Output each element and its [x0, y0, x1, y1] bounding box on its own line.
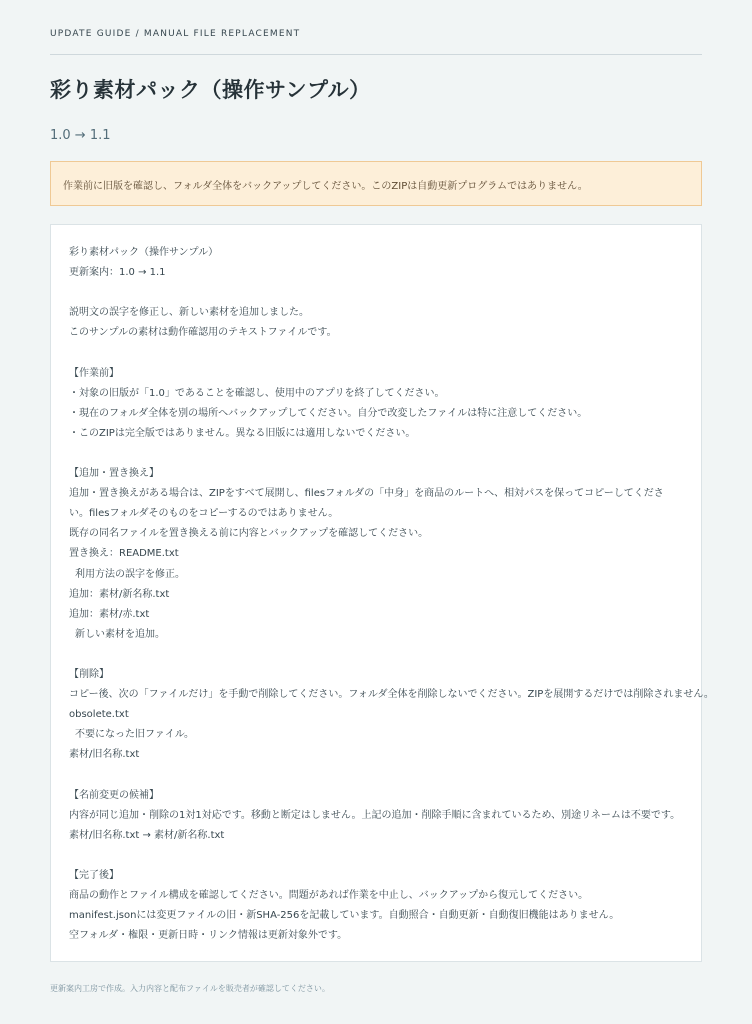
content-line: 追加・置き換えがある場合は、ZIPをすべて展開し、filesフォルダの「中身」を商品のルートへ、相対パスを保ってコピーしてください。filesフォルダそのものをコピーするのではありません。 — [69, 488, 664, 520]
blank-line — [69, 846, 683, 866]
blank-line — [69, 343, 683, 363]
content-line: 追加：素材/赤.txt — [69, 608, 150, 620]
content-line: 空フォルダ・権限・更新日時・リンク情報は更新対象外です。 — [69, 930, 348, 942]
content-line: 追加：素材/新名称.txt — [69, 588, 170, 600]
blank-line — [69, 444, 683, 464]
content-line: 素材/旧名称.txt — [69, 749, 140, 761]
content-line: 【作業前】 — [69, 367, 119, 379]
content-line: 更新案内：1.0 → 1.1 — [69, 267, 166, 279]
content-line: ・対象の旧版が「1.0」であることを確認し、使用中のアプリを終了してください。 — [69, 387, 445, 399]
header-divider — [50, 54, 702, 55]
content-line: 彩り素材パック（操作サンプル） — [69, 247, 219, 258]
content-line: 利用方法の誤字を修正。 — [75, 568, 185, 580]
warning-text: 作業前に旧版を確認し、フォルダ全体をバックアップしてください。このZIPは自動更新プログラムではありません。 — [63, 181, 588, 192]
version-label: 1.0 → 1.1 — [50, 128, 111, 143]
content-line: このサンプルの素材は動作確認用のテキストファイルです。 — [69, 327, 337, 339]
eyebrow-label: UPDATE GUIDE / MANUAL FILE REPLACEMENT — [50, 29, 301, 39]
content-line: 【名前変更の候補】 — [69, 789, 159, 801]
blank-line — [69, 765, 683, 785]
content-line: ・このZIPは完全版ではありません。異なる旧版には適用しないでください。 — [69, 427, 416, 439]
content-line: 内容が同じ追加・削除の1対1対応です。移動と断定はしません。上記の追加・削除手順に含まれているため、別途リネームは不要です。 — [69, 809, 681, 821]
blank-line — [69, 283, 683, 303]
content-line: manifest.jsonには変更ファイルの旧・新SHA-256を記載しています。自動照合・自動更新・自動復旧機能はありません。 — [69, 910, 620, 922]
content-line: obsolete.txt — [69, 709, 129, 721]
content-line: 素材/旧名称.txt → 素材/新名称.txt — [69, 829, 225, 841]
content-line: 【完了後】 — [69, 869, 119, 881]
warning-banner — [50, 161, 702, 206]
page-title: 彩り素材パック（操作サンプル） — [50, 78, 371, 102]
content-line: 【削除】 — [69, 668, 109, 680]
content-line: 置き換え：README.txt — [69, 548, 179, 560]
content-line: コピー後、次の「ファイルだけ」を手動で削除してください。フォルダ全体を削除しないでください。ZIPを展開するだけでは削除されません。 — [69, 689, 714, 701]
content-line: 既存の同名ファイルを置き換える前に内容とバックアップを確認してください。 — [69, 528, 429, 540]
content-line: 新しい素材を追加。 — [75, 628, 165, 640]
guide-content — [50, 224, 714, 962]
content-line: 【追加・置き換え】 — [69, 468, 159, 480]
footer-note: 更新案内工房で作成。入力内容と配布ファイルを販売者が確認してください。 — [50, 984, 330, 993]
blank-line — [69, 645, 683, 665]
content-line: 説明文の誤字を修正し、新しい素材を追加しました。 — [69, 307, 309, 319]
content-line: ・現在のフォルダ全体を別の場所へバックアップしてください。自分で改変したファイルは特に注意してください。 — [69, 407, 588, 419]
content-line: 商品の動作とファイル構成を確認してください。問題があれば作業を中止し、バックアップから復元してください。 — [69, 890, 589, 901]
content-line: 不要になった旧ファイル。 — [75, 729, 194, 741]
